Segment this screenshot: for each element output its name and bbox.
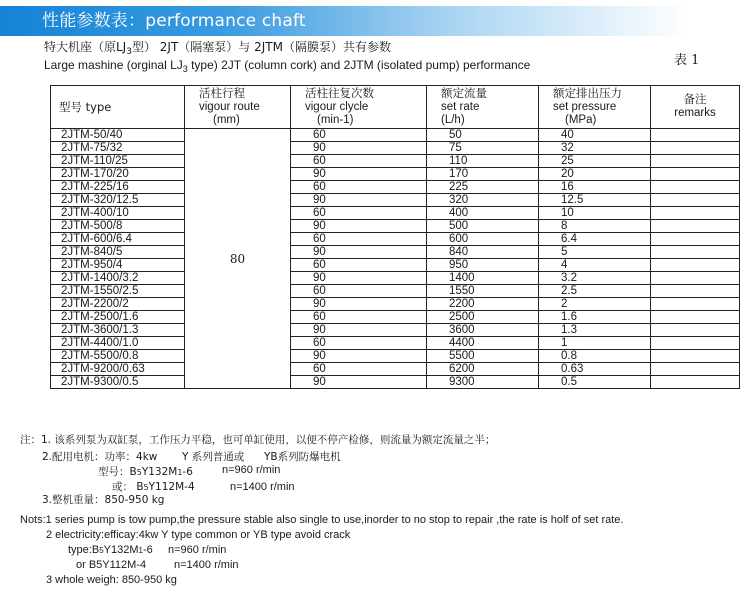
- rate-cell: 320: [427, 194, 539, 207]
- rate-cell: 4400: [427, 337, 539, 350]
- table-header-row: [51, 86, 740, 129]
- pressure-cell: 6.4: [539, 233, 651, 246]
- note-en-3-sub: 5: [99, 546, 104, 555]
- rate-cell: 50: [427, 129, 539, 142]
- note-en-3-speed: n=960 r/min: [168, 544, 227, 556]
- cycle-cell: 90: [291, 168, 427, 181]
- pressure-cell: 0.8: [539, 350, 651, 363]
- note-en-3-model: Y132M: [103, 544, 139, 556]
- header-remarks-en: remarks: [674, 107, 716, 119]
- note-cn-3-sub: 5: [136, 468, 142, 477]
- model-cell: 2JTM-170/20: [51, 168, 185, 181]
- note-cn-2-label: 2.配用电机：功率：4kw: [42, 451, 158, 463]
- remarks-cell: [651, 220, 740, 233]
- model-cell: 2JTM-840/5: [51, 246, 185, 259]
- note-cn-1: 注：1. 该系列泵为双缸泵，工作压力平稳，也可单缸使用，以便不停产检修，则流量为额定流量之半；: [20, 434, 496, 446]
- rate-cell: 170: [427, 168, 539, 181]
- model-cell: 2JTM-950/4: [51, 259, 185, 272]
- model-cell: 2JTM-500/8: [51, 220, 185, 233]
- note-cn-3-label: 型号：B: [98, 466, 137, 478]
- cycle-cell: 60: [291, 259, 427, 272]
- table-row: [51, 142, 740, 155]
- remarks-cell: [651, 246, 740, 259]
- remarks-cell: [651, 337, 740, 350]
- note-en-4-label: or B5Y112M-4: [76, 559, 147, 571]
- model-cell: 2JTM-1400/3.2: [51, 272, 185, 285]
- pressure-cell: 3.2: [539, 272, 651, 285]
- note-en-3-suffix: -6: [142, 544, 153, 556]
- table-row: [51, 168, 740, 181]
- remarks-cell: [651, 142, 740, 155]
- rate-cell: 6200: [427, 363, 539, 376]
- subtitle-cn-prefix: 特大机座（原LJ: [44, 40, 127, 54]
- rate-cell: 110: [427, 155, 539, 168]
- header-rate: [427, 86, 539, 129]
- model-cell: 2JTM-400/10: [51, 207, 185, 220]
- model-cell: 2JTM-50/40: [51, 129, 185, 142]
- table-row: [51, 259, 740, 272]
- vigour-route-cell: 80: [185, 129, 291, 389]
- pressure-cell: 8: [539, 220, 651, 233]
- remarks-cell: [651, 363, 740, 376]
- remarks-cell: [651, 311, 740, 324]
- rate-cell: 1400: [427, 272, 539, 285]
- header-remarks-cn: 备注: [683, 94, 707, 106]
- model-cell: 2JTM-4400/1.0: [51, 337, 185, 350]
- remarks-cell: [651, 272, 740, 285]
- table-row: [51, 129, 740, 142]
- rate-cell: 950: [427, 259, 539, 272]
- pressure-cell: 4: [539, 259, 651, 272]
- note-cn-2-common: Y 系列普通或: [182, 451, 245, 463]
- cycle-cell: 90: [291, 350, 427, 363]
- model-cell: 2JTM-9200/0.63: [51, 363, 185, 376]
- model-cell: 2JTM-2200/2: [51, 298, 185, 311]
- table-row: [51, 337, 740, 350]
- table-row: [51, 155, 740, 168]
- rate-cell: 500: [427, 220, 539, 233]
- cycle-cell: 60: [291, 155, 427, 168]
- page-title: 性能参数表：performance chaft: [42, 11, 306, 31]
- header-route-en: vigour route: [199, 100, 260, 113]
- note-cn-5: 3.整机重量：850-950 kg: [42, 494, 165, 506]
- rate-cell: 9300: [427, 376, 539, 389]
- header-pressure: [539, 86, 651, 129]
- rate-cell: 840: [427, 246, 539, 259]
- pressure-cell: 32: [539, 142, 651, 155]
- pressure-cell: 16: [539, 181, 651, 194]
- cycle-cell: 60: [291, 207, 427, 220]
- pressure-cell: 5: [539, 246, 651, 259]
- cycle-cell: 90: [291, 220, 427, 233]
- note-en-2: 2 electricity:efficay:4kw Y type common or YB type avoid crack: [46, 529, 351, 541]
- note-cn-3-sub2: 1: [177, 468, 183, 477]
- table-row: [51, 246, 740, 259]
- note-cn-4-speed: n=1400 r/min: [230, 481, 295, 493]
- model-cell: 2JTM-1550/2.5: [51, 285, 185, 298]
- header-cycle-en: vigour clycle: [305, 100, 369, 113]
- model-cell: 2JTM-75/32: [51, 142, 185, 155]
- rate-cell: 3600: [427, 324, 539, 337]
- model-cell: 2JTM-320/12.5: [51, 194, 185, 207]
- rate-cell: 2200: [427, 298, 539, 311]
- table-row: [51, 363, 740, 376]
- remarks-cell: [651, 207, 740, 220]
- pressure-cell: 10: [539, 207, 651, 220]
- table-row: [51, 272, 740, 285]
- cycle-cell: 90: [291, 246, 427, 259]
- table-row: [51, 350, 740, 363]
- note-en-3-label: type:B: [68, 544, 100, 556]
- header-cycle-unit: (min-1): [317, 113, 354, 126]
- header-route-unit: (mm): [213, 113, 240, 126]
- remarks-cell: [651, 168, 740, 181]
- performance-table: [50, 85, 740, 389]
- table-row: [51, 181, 740, 194]
- table-row: [51, 311, 740, 324]
- model-cell: 2JTM-225/16: [51, 181, 185, 194]
- cycle-cell: 60: [291, 311, 427, 324]
- cycle-cell: 90: [291, 324, 427, 337]
- model-cell: 2JTM-110/25: [51, 155, 185, 168]
- model-cell: 2JTM-2500/1.6: [51, 311, 185, 324]
- cycle-cell: 60: [291, 233, 427, 246]
- cycle-cell: 60: [291, 337, 427, 350]
- cycle-cell: 60: [291, 363, 427, 376]
- cycle-cell: 60: [291, 181, 427, 194]
- subtitle-cn-subscript: 3: [126, 47, 132, 57]
- table-row: [51, 285, 740, 298]
- table-row: [51, 220, 740, 233]
- table-row: [51, 233, 740, 246]
- remarks-cell: [651, 181, 740, 194]
- subtitle-en-prefix: Large mashine (orginal LJ: [44, 58, 183, 72]
- remarks-cell: [651, 324, 740, 337]
- cycle-cell: 90: [291, 194, 427, 207]
- note-cn-4-sub: 5: [143, 483, 149, 492]
- note-cn-2-explosion: YB系列防爆电机: [264, 451, 341, 463]
- rate-cell: 75: [427, 142, 539, 155]
- pressure-cell: 1.3: [539, 324, 651, 337]
- header-model: 型号 type: [51, 86, 185, 129]
- pressure-cell: 2.5: [539, 285, 651, 298]
- cycle-cell: 60: [291, 285, 427, 298]
- pressure-cell: 2: [539, 298, 651, 311]
- table-row: [51, 207, 740, 220]
- note-en-3: [68, 544, 153, 556]
- pressure-cell: 40: [539, 129, 651, 142]
- rate-cell: 400: [427, 207, 539, 220]
- cycle-cell: 90: [291, 272, 427, 285]
- model-cell: 2JTM-3600/1.3: [51, 324, 185, 337]
- cycle-cell: 90: [291, 298, 427, 311]
- remarks-cell: [651, 155, 740, 168]
- table-row: [51, 324, 740, 337]
- note-cn-3-speed: n=960 r/min: [222, 464, 281, 476]
- header-pressure-cn: 额定排出压力: [553, 87, 622, 100]
- model-cell: 2JTM-600/6.4: [51, 233, 185, 246]
- header-cycle: [291, 86, 427, 129]
- remarks-cell: [651, 129, 740, 142]
- rate-cell: 2500: [427, 311, 539, 324]
- pressure-cell: 20: [539, 168, 651, 181]
- remarks-cell: [651, 194, 740, 207]
- note-cn-4-model: Y112M-4: [148, 481, 195, 493]
- header-cycle-cn: 活柱往复次数: [305, 87, 374, 100]
- remarks-cell: [651, 285, 740, 298]
- rate-cell: 1550: [427, 285, 539, 298]
- header-pressure-unit: (MPa): [565, 113, 597, 126]
- rate-cell: 225: [427, 181, 539, 194]
- subtitle-cn-suffix: 型） 2JT（隔塞泵）与 2JTM（隔膜泵）共有参数: [131, 40, 391, 54]
- pressure-cell: 0.63: [539, 363, 651, 376]
- header-rate-cn: 额定流量: [441, 87, 487, 100]
- remarks-cell: [651, 350, 740, 363]
- note-en-5: 3 whole weigh: 850-950 kg: [46, 574, 177, 586]
- cycle-cell: 90: [291, 376, 427, 389]
- model-cell: 2JTM-5500/0.8: [51, 350, 185, 363]
- header-route: [185, 86, 291, 129]
- cycle-cell: 60: [291, 129, 427, 142]
- pressure-cell: 0.5: [539, 376, 651, 389]
- pressure-cell: 1: [539, 337, 651, 350]
- table-row: [51, 194, 740, 207]
- pressure-cell: 12.5: [539, 194, 651, 207]
- note-en-3-sub2: 1: [138, 546, 143, 555]
- remarks-cell: [651, 233, 740, 246]
- note-cn-4-label: 或： B: [112, 481, 144, 493]
- remarks-cell: [651, 298, 740, 311]
- remarks-cell: [651, 259, 740, 272]
- subtitle-chinese: [44, 38, 391, 57]
- header-route-cn: 活柱行程: [199, 87, 245, 100]
- table-number-label: 表 1: [674, 53, 700, 68]
- rate-cell: 5500: [427, 350, 539, 363]
- pressure-cell: 25: [539, 155, 651, 168]
- header-pressure-en: set pressure: [553, 100, 617, 113]
- note-cn-3-model: Y132M: [141, 466, 178, 478]
- note-cn-3-suffix: -6: [182, 466, 193, 478]
- model-cell: 2JTM-9300/0.5: [51, 376, 185, 389]
- header-remarks: [651, 86, 740, 129]
- rate-cell: 600: [427, 233, 539, 246]
- cycle-cell: 90: [291, 142, 427, 155]
- remarks-cell: [651, 376, 740, 389]
- pressure-cell: 1.6: [539, 311, 651, 324]
- table-row: [51, 376, 740, 389]
- note-en-4-speed: n=1400 r/min: [174, 559, 239, 571]
- header-rate-unit: (L/h): [441, 113, 465, 126]
- subtitle-en-subscript: 3: [182, 64, 188, 74]
- table-row: [51, 298, 740, 311]
- note-cn-3: [98, 464, 193, 479]
- subtitle-english: [44, 58, 530, 74]
- subtitle-en-suffix: type) 2JT (column cork) and 2JTM (isolated pump) performance: [187, 58, 531, 72]
- note-en-1: Nots:1 series pump is tow pump,the pressure stable also single to use,inorder to no stop to repair ,the rate is holf of set rate.: [20, 514, 624, 526]
- header-rate-en: set rate: [441, 100, 480, 113]
